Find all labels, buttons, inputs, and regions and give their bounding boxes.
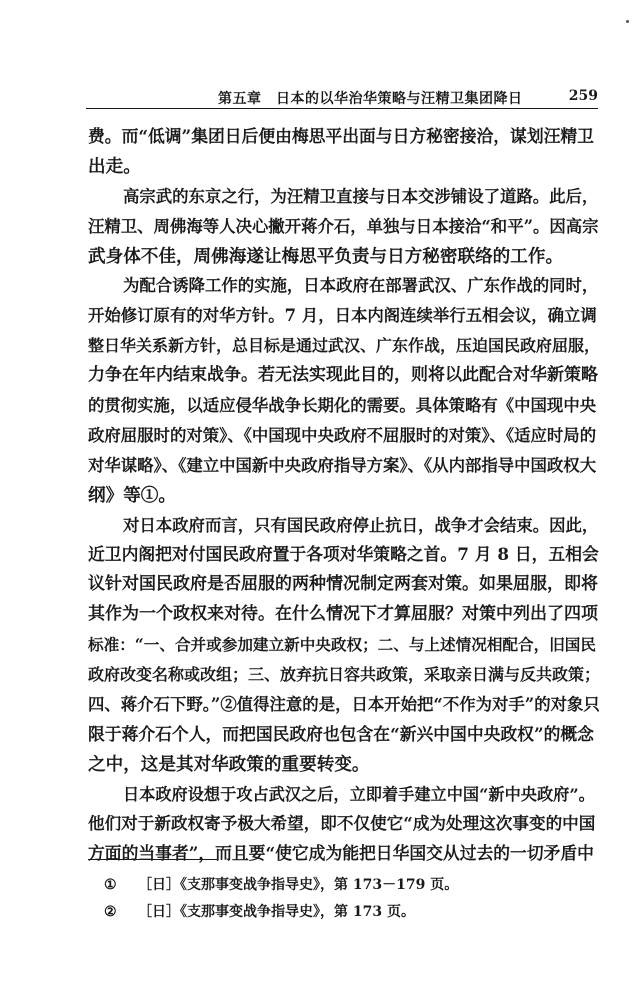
text-line: 议针对国民政府是否屈服的两种情况制定两套对策。如果屈服，即将 (88, 574, 598, 595)
text-line: 武身体不佳，周佛海遂让梅思平负责与日方秘密联络的工作。 (88, 245, 564, 267)
header-rule (86, 108, 598, 109)
text-line: 政府改变名称或改组；三、放弃抗日容共政策，采取亲日满与反共政策； (88, 665, 601, 685)
text-line: 四、蒋介石下野。”②值得注意的是，日本开始把“不作为对手”的对象只 (88, 694, 600, 714)
text-line: 限于蒋介石个人，而把国民政府也包含在“新兴中国中央政权”的概念 (88, 723, 594, 744)
text-line: 他们对于新政权寄予极大希望，即不仅使它“成为处理这次事变的中国 (88, 813, 596, 834)
text-line: 高宗武的东京之行，为汪精卫直接与日本交涉铺设了道路。此后， (123, 186, 599, 206)
footnote-mark: ② (104, 904, 117, 920)
footnote-text: ［日］《支那事变战争指导史》，第 173 页。 (138, 904, 415, 920)
footnote-text: ［日］《支那事变战争指导史》，第 173－179 页。 (138, 877, 459, 893)
text-line: 之中，这是其对华政策的重要转变。 (88, 753, 370, 775)
text-line: 为配合诱降工作的实施，日本政府在部署武汉、广东作战的同时， (123, 276, 599, 296)
text-line: 日本政府设想于攻占武汉之后，立即着手建立中国“新中央政府”。 (123, 784, 595, 804)
text-line: 近卫内阁把对付国民政府置于各项对华策略之首。7 月 8 日，五相会 (88, 544, 599, 565)
text-line: 整日华关系新方针，总目标是通过武汉、广东作战，压迫国民政府屈服， (88, 336, 601, 356)
text-line: 力争在年内结束战争。若无法实现此目的，则将以此配合对华新策略 (88, 365, 598, 386)
text-line: 对日本政府而言，只有国民政府停止抗日，战争才会结束。因此， (123, 515, 599, 535)
page-number: 259 (568, 88, 598, 104)
text-line: 汪精卫、周佛海等人决心撇开蒋介石，单独与日本接洽“和平”。因高宗 (88, 216, 599, 236)
text-line: 对华谋略》、《建立中国新中央政府指导方案》、《从内部指导中国政权大 (88, 455, 597, 475)
body-text (88, 122, 600, 869)
footnotes (104, 872, 594, 926)
chapter-title: 第五章 日本的以华治华策略与汪精卫集团降日 (218, 91, 523, 107)
text-line: 的贯彻实施，以适应侵华战争长期化的需要。具体策略有《中国现中央 (88, 396, 597, 416)
text-line: 政府屈服时的对策》、《中国现中央政府不屈服时的对策》、《适应时局的 (88, 425, 597, 445)
text-line: 费。而“低调”集团日后便由梅思平出面与日方秘密接洽，谋划汪精卫 (88, 126, 594, 146)
text-line: 标准：“一、合并或参加建立新中央政权；二、与上述情况相配合，旧国民 (88, 635, 596, 655)
text-line: 方面的当事者”，而且要“使它成为能把日华国交从过去的一切矛盾中 (88, 843, 594, 864)
footnote (104, 872, 594, 899)
text-line: 纲》等①。 (88, 484, 176, 506)
footnote-mark: ① (104, 877, 117, 893)
text-line: 出走。 (88, 155, 141, 177)
footnote-separator (88, 859, 218, 860)
text-line: 其作为一个政权来对待。在什么情况下才算屈服？对策中列出了四项 (88, 604, 598, 625)
footnote (104, 899, 594, 926)
running-header (86, 84, 598, 112)
text-line: 开始修订原有的对华方针。7 月，日本内阁连续举行五相会议，确立调 (88, 306, 597, 326)
scan-speck (626, 20, 629, 23)
